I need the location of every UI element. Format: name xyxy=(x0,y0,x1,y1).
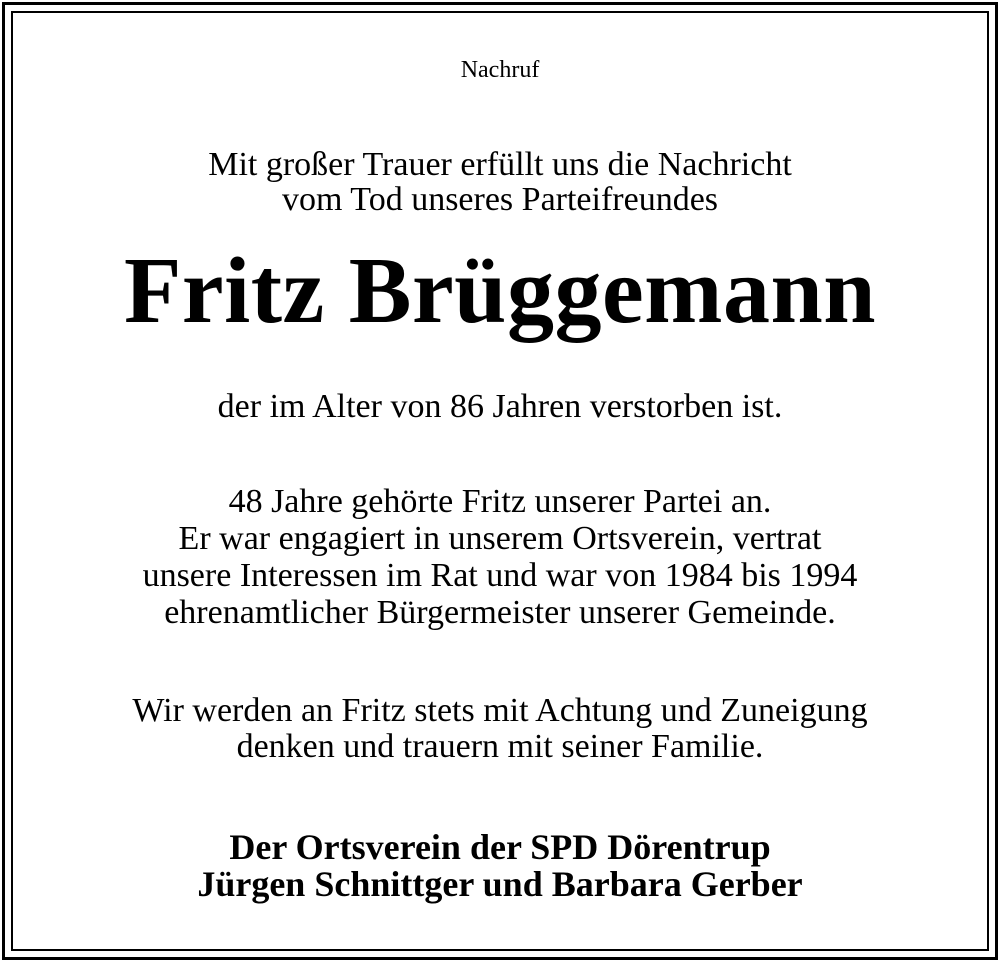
signature-names: Jürgen Schnittger und Barbara Gerber xyxy=(197,864,803,904)
biography-line-2: Er war engagiert in unserem Ortsverein, vertrat xyxy=(178,520,822,557)
closing-line-2: denken und trauern mit seiner Familie. xyxy=(236,728,764,765)
intro-line-1: Mit großer Trauer erfüllt uns die Nachricht xyxy=(208,146,792,183)
biography-line-1: 48 Jahre gehörte Fritz unserer Partei an. xyxy=(228,483,772,520)
closing-line-1: Wir werden an Fritz stets mit Achtung und Zuneigung xyxy=(132,692,868,729)
signature-organization: Der Ortsverein der SPD Dörentrup xyxy=(229,827,771,867)
intro-line-2: vom Tod unseres Parteifreundes xyxy=(281,181,719,218)
heading: Nachruf xyxy=(460,57,540,83)
biography-line-4: ehrenamtlicher Bürgermeister unserer Gemeinde. xyxy=(164,594,836,631)
deceased-name: Fritz Brüggemann xyxy=(123,239,877,343)
age-line: der im Alter von 86 Jahren verstorben ist. xyxy=(217,388,783,425)
biography-line-3: unsere Interessen im Rat und war von 1984 bis 1994 xyxy=(142,557,858,594)
